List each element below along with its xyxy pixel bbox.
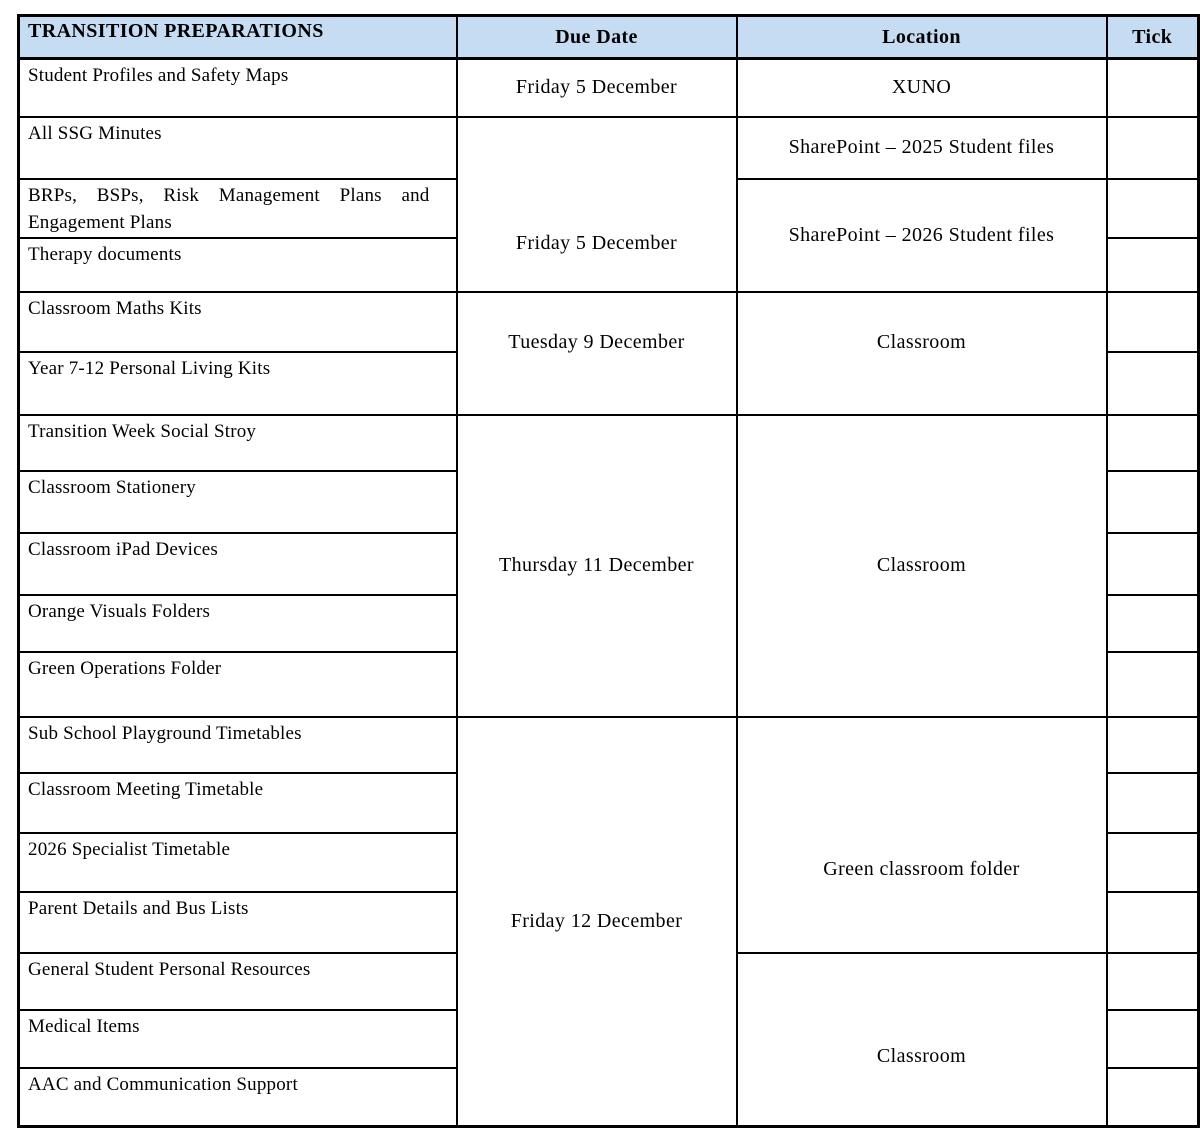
task-cell: 2026 Specialist Timetable <box>19 833 457 892</box>
tick-cell[interactable] <box>1107 533 1199 595</box>
tick-cell[interactable] <box>1107 179 1199 238</box>
due-date-cell: Friday 5 December <box>457 117 737 292</box>
tick-cell[interactable] <box>1107 117 1199 179</box>
task-cell: BRPs, BSPs, Risk Management Plans and Engagement Plans <box>19 179 457 238</box>
tick-cell[interactable] <box>1107 1010 1199 1068</box>
location-cell: Classroom <box>737 292 1107 415</box>
column-header-tick: Tick <box>1107 16 1199 59</box>
task-cell: Parent Details and Bus Lists <box>19 892 457 953</box>
column-header-transition-preparations: TRANSITION PREPARATIONS <box>19 16 457 59</box>
location-cell: Green classroom folder <box>737 717 1107 953</box>
header-row <box>19 16 1199 59</box>
task-cell: Classroom Stationery <box>19 471 457 533</box>
tick-cell[interactable] <box>1107 953 1199 1010</box>
tick-cell[interactable] <box>1107 352 1199 415</box>
location-cell: XUNO <box>737 59 1107 117</box>
task-cell: Sub School Playground Timetables <box>19 717 457 773</box>
transition-preparations-table <box>17 14 1200 1128</box>
table-row <box>19 415 1199 471</box>
location-cell: SharePoint – 2026 Student files <box>737 179 1107 292</box>
location-cell: Classroom <box>737 953 1107 1127</box>
task-cell: Transition Week Social Stroy <box>19 415 457 471</box>
task-cell: AAC and Communication Support <box>19 1068 457 1127</box>
tick-cell[interactable] <box>1107 773 1199 833</box>
due-date-cell: Friday 5 December <box>457 59 737 117</box>
table-row <box>19 59 1199 117</box>
tick-cell[interactable] <box>1107 652 1199 717</box>
tick-cell[interactable] <box>1107 595 1199 652</box>
due-date-cell: Thursday 11 December <box>457 415 737 717</box>
tick-cell[interactable] <box>1107 415 1199 471</box>
tick-cell[interactable] <box>1107 471 1199 533</box>
tick-cell[interactable] <box>1107 833 1199 892</box>
task-cell: Classroom Meeting Timetable <box>19 773 457 833</box>
column-header-due-date: Due Date <box>457 16 737 59</box>
table-row <box>19 717 1199 773</box>
table-row <box>19 292 1199 352</box>
due-date-cell: Friday 12 December <box>457 717 737 1127</box>
due-date-cell: Tuesday 9 December <box>457 292 737 415</box>
task-cell: Student Profiles and Safety Maps <box>19 59 457 117</box>
task-cell: Classroom iPad Devices <box>19 533 457 595</box>
column-header-location: Location <box>737 16 1107 59</box>
tick-cell[interactable] <box>1107 1068 1199 1127</box>
task-cell: Year 7-12 Personal Living Kits <box>19 352 457 415</box>
task-cell: Medical Items <box>19 1010 457 1068</box>
task-cell: All SSG Minutes <box>19 117 457 179</box>
task-cell: General Student Personal Resources <box>19 953 457 1010</box>
location-cell: Classroom <box>737 415 1107 717</box>
location-cell: SharePoint – 2025 Student files <box>737 117 1107 179</box>
task-cell: Classroom Maths Kits <box>19 292 457 352</box>
tick-cell[interactable] <box>1107 892 1199 953</box>
task-cell: Green Operations Folder <box>19 652 457 717</box>
tick-cell[interactable] <box>1107 59 1199 117</box>
tick-cell[interactable] <box>1107 292 1199 352</box>
task-cell: Therapy documents <box>19 238 457 292</box>
tick-cell[interactable] <box>1107 717 1199 773</box>
tick-cell[interactable] <box>1107 238 1199 292</box>
task-cell: Orange Visuals Folders <box>19 595 457 652</box>
table-row <box>19 117 1199 179</box>
